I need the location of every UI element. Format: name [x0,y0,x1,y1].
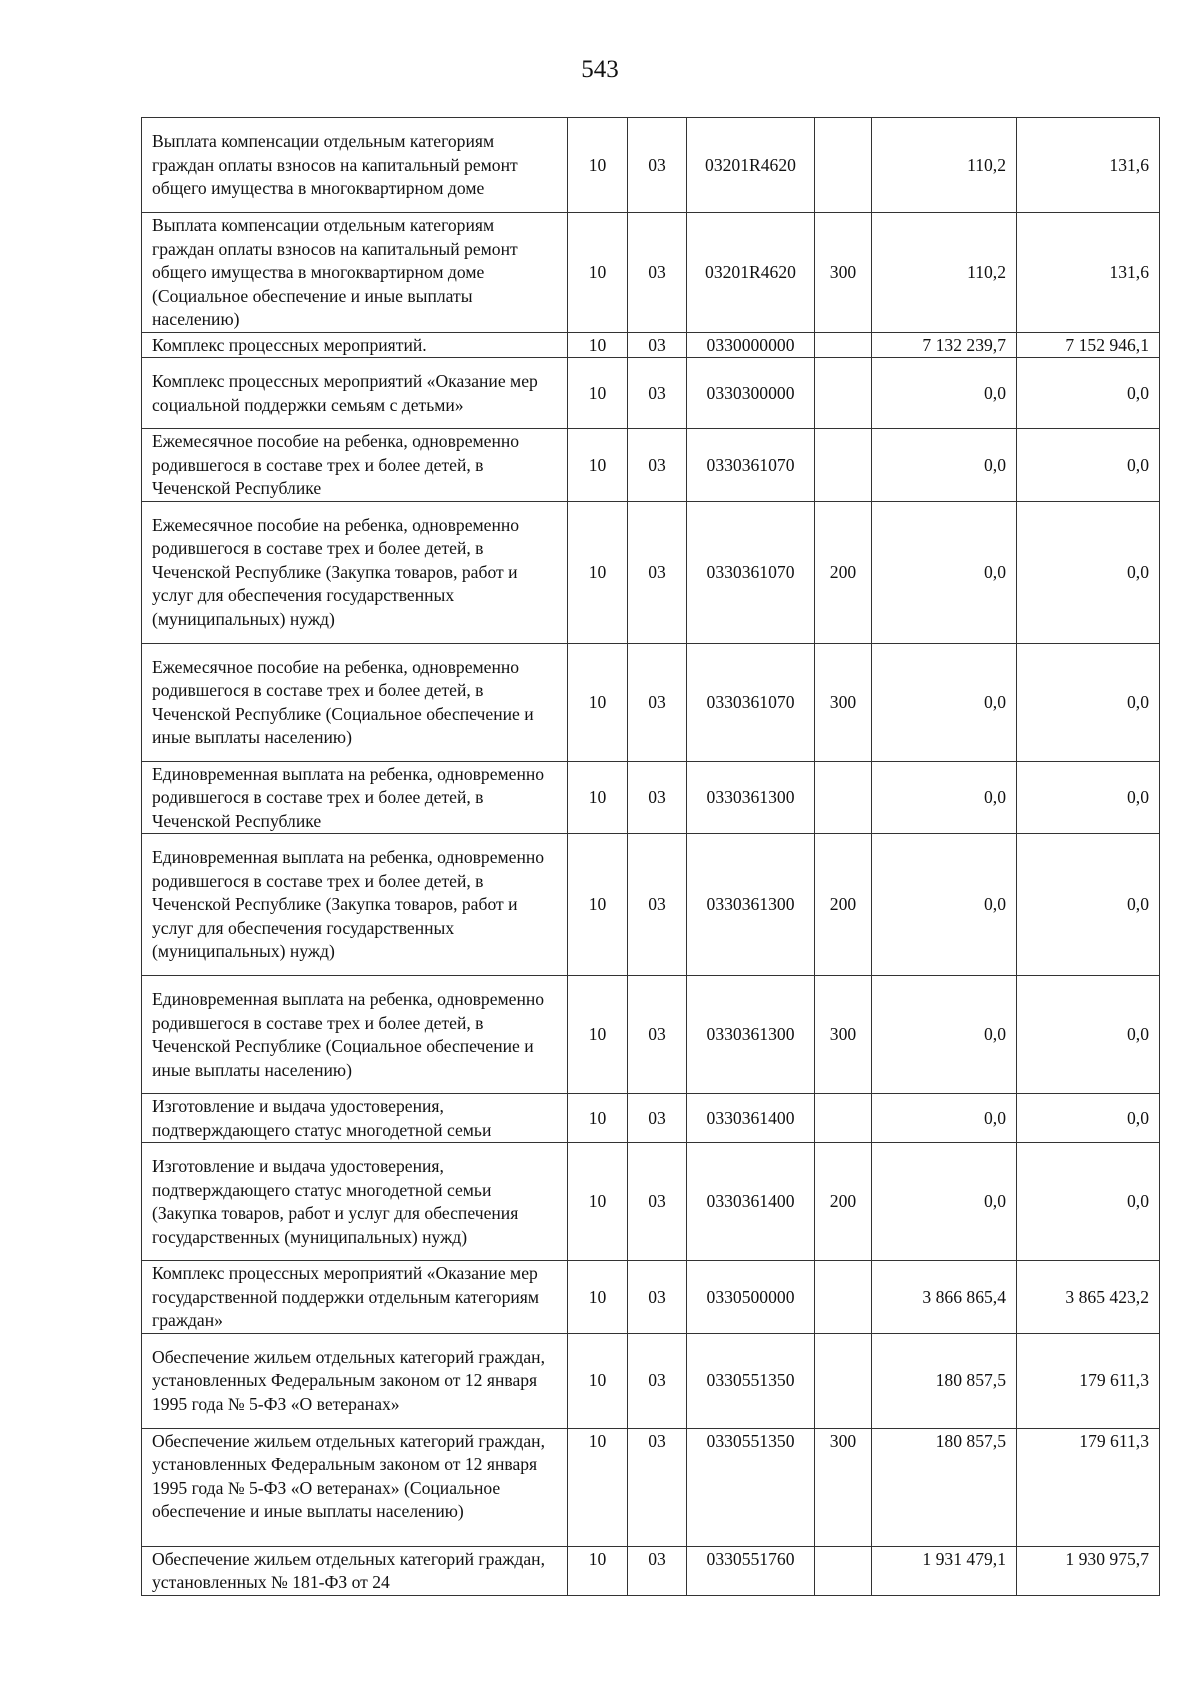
amount-year-2: 0,0 [1017,834,1160,976]
amount-year-1: 3 866 865,4 [872,1261,1017,1334]
subsection-code: 03 [628,501,687,643]
amount-year-2: 0,0 [1017,1143,1160,1261]
row-description: Выплата компенсации отдельным категориям граждан оплаты взносов на капитальный ремонт общего имущества в многоквартирном доме [142,118,568,213]
expense-type-code [815,761,872,834]
amount-year-2: 0,0 [1017,761,1160,834]
target-article-code: 0330361300 [687,761,815,834]
target-article-code: 0330000000 [687,332,815,358]
subsection-code: 03 [628,429,687,502]
row-description: Комплекс процессных мероприятий «Оказание мер социальной поддержки семьям с детьми» [142,358,568,429]
row-description: Обеспечение жильем отдельных категорий граждан, установленных Федеральным законом от 12 января 1995 года № 5-ФЗ «О ветеранах» [142,1333,568,1428]
subsection-code: 03 [628,358,687,429]
row-description: Комплекс процессных мероприятий «Оказание мер государственной поддержки отдельным категориям граждан» [142,1261,568,1334]
subsection-code: 03 [628,1333,687,1428]
row-description: Выплата компенсации отдельным категориям граждан оплаты взносов на капитальный ремонт общего имущества в многоквартирном доме (Социальное обеспечение и иные выплаты населению) [142,213,568,333]
expense-type-code: 300 [815,976,872,1094]
amount-year-1: 0,0 [872,643,1017,761]
table-row [142,643,1160,761]
expense-type-code: 300 [815,643,872,761]
amount-year-1: 0,0 [872,761,1017,834]
amount-year-1: 0,0 [872,834,1017,976]
section-code: 10 [568,834,628,976]
row-description: Изготовление и выдача удостоверения, подтверждающего статус многодетной семьи (Закупка товаров, работ и услуг для обеспечения государственных (муниципальных) нужд) [142,1143,568,1261]
target-article-code: 03201R4620 [687,118,815,213]
row-description: Комплекс процессных мероприятий. [142,332,568,358]
subsection-code: 03 [628,976,687,1094]
amount-year-2: 0,0 [1017,976,1160,1094]
amount-year-2: 1 930 975,7 [1017,1546,1160,1595]
subsection-code: 03 [628,1261,687,1334]
target-article-code: 0330551350 [687,1428,815,1546]
amount-year-2: 0,0 [1017,1094,1160,1143]
expense-type-code [815,118,872,213]
target-article-code: 0330361070 [687,643,815,761]
expense-type-code: 200 [815,834,872,976]
subsection-code: 03 [628,118,687,213]
target-article-code: 0330361300 [687,976,815,1094]
expense-type-code [815,1333,872,1428]
row-description: Изготовление и выдача удостоверения, подтверждающего статус многодетной семьи [142,1094,568,1143]
table-row [142,1261,1160,1334]
table-row [142,118,1160,213]
amount-year-2: 0,0 [1017,358,1160,429]
section-code: 10 [568,213,628,333]
target-article-code: 0330361070 [687,429,815,502]
section-code: 10 [568,1333,628,1428]
expense-type-code [815,1546,872,1595]
expense-type-code [815,429,872,502]
section-code: 10 [568,1428,628,1546]
table-row [142,976,1160,1094]
section-code: 10 [568,332,628,358]
amount-year-2: 131,6 [1017,118,1160,213]
amount-year-2: 7 152 946,1 [1017,332,1160,358]
subsection-code: 03 [628,332,687,358]
target-article-code: 0330551350 [687,1333,815,1428]
expense-type-code [815,358,872,429]
table-row [142,1333,1160,1428]
amount-year-1: 1 931 479,1 [872,1546,1017,1595]
section-code: 10 [568,1143,628,1261]
page-number: 543 [581,56,619,83]
expense-type-code [815,332,872,358]
expense-type-code [815,1261,872,1334]
amount-year-2: 179 611,3 [1017,1428,1160,1546]
budget-table-body [142,118,1160,1596]
subsection-code: 03 [628,1094,687,1143]
subsection-code: 03 [628,761,687,834]
table-row [142,501,1160,643]
amount-year-1: 110,2 [872,213,1017,333]
table-row [142,834,1160,976]
table-row [142,332,1160,358]
amount-year-1: 0,0 [872,1094,1017,1143]
row-description: Единовременная выплата на ребенка, одновременно родившегося в составе трех и более детей, в Чеченской Республике (Социальное обеспечение и иные выплаты населению) [142,976,568,1094]
row-description: Ежемесячное пособие на ребенка, одновременно родившегося в составе трех и более детей, в Чеченской Республике (Социальное обеспечение и иные выплаты населению) [142,643,568,761]
table-row [142,1428,1160,1546]
row-description: Ежемесячное пособие на ребенка, одновременно родившегося в составе трех и более детей, в Чеченской Республике [142,429,568,502]
section-code: 10 [568,118,628,213]
amount-year-2: 131,6 [1017,213,1160,333]
subsection-code: 03 [628,213,687,333]
subsection-code: 03 [628,643,687,761]
expense-type-code: 300 [815,213,872,333]
amount-year-1: 180 857,5 [872,1333,1017,1428]
amount-year-1: 110,2 [872,118,1017,213]
amount-year-1: 0,0 [872,501,1017,643]
row-description: Единовременная выплата на ребенка, одновременно родившегося в составе трех и более детей, в Чеченской Республике [142,761,568,834]
subsection-code: 03 [628,1428,687,1546]
section-code: 10 [568,1546,628,1595]
target-article-code: 0330361300 [687,834,815,976]
table-row [142,1546,1160,1595]
expense-type-code: 300 [815,1428,872,1546]
row-description: Единовременная выплата на ребенка, одновременно родившегося в составе трех и более детей, в Чеченской Республике (Закупка товаров, работ и услуг для обеспечения государственных (муниципальных) нужд) [142,834,568,976]
row-description: Обеспечение жильем отдельных категорий граждан, установленных № 181-ФЗ от 24 [142,1546,568,1595]
amount-year-2: 179 611,3 [1017,1333,1160,1428]
section-code: 10 [568,501,628,643]
target-article-code: 0330551760 [687,1546,815,1595]
subsection-code: 03 [628,1143,687,1261]
amount-year-2: 0,0 [1017,643,1160,761]
table-row [142,213,1160,333]
budget-table [141,117,1160,1596]
amount-year-2: 3 865 423,2 [1017,1261,1160,1334]
section-code: 10 [568,1094,628,1143]
table-row [142,358,1160,429]
target-article-code: 03201R4620 [687,213,815,333]
subsection-code: 03 [628,834,687,976]
section-code: 10 [568,1261,628,1334]
row-description: Обеспечение жильем отдельных категорий граждан, установленных Федеральным законом от 12 января 1995 года № 5-ФЗ «О ветеранах» (Социальное обеспечение и иные выплаты населению) [142,1428,568,1546]
target-article-code: 0330361070 [687,501,815,643]
section-code: 10 [568,358,628,429]
target-article-code: 0330500000 [687,1261,815,1334]
table-row [142,1143,1160,1261]
table-row [142,761,1160,834]
amount-year-1: 7 132 239,7 [872,332,1017,358]
amount-year-1: 0,0 [872,429,1017,502]
target-article-code: 0330300000 [687,358,815,429]
expense-type-code: 200 [815,501,872,643]
row-description: Ежемесячное пособие на ребенка, одновременно родившегося в составе трех и более детей, в Чеченской Республике (Закупка товаров, работ и услуг для обеспечения государственных (муниципальных) нужд) [142,501,568,643]
amount-year-2: 0,0 [1017,429,1160,502]
amount-year-1: 0,0 [872,1143,1017,1261]
expense-type-code: 200 [815,1143,872,1261]
target-article-code: 0330361400 [687,1094,815,1143]
section-code: 10 [568,429,628,502]
section-code: 10 [568,643,628,761]
section-code: 10 [568,761,628,834]
amount-year-1: 0,0 [872,976,1017,1094]
amount-year-1: 180 857,5 [872,1428,1017,1546]
amount-year-1: 0,0 [872,358,1017,429]
target-article-code: 0330361400 [687,1143,815,1261]
table-row [142,1094,1160,1143]
section-code: 10 [568,976,628,1094]
table-row [142,429,1160,502]
amount-year-2: 0,0 [1017,501,1160,643]
expense-type-code [815,1094,872,1143]
subsection-code: 03 [628,1546,687,1595]
